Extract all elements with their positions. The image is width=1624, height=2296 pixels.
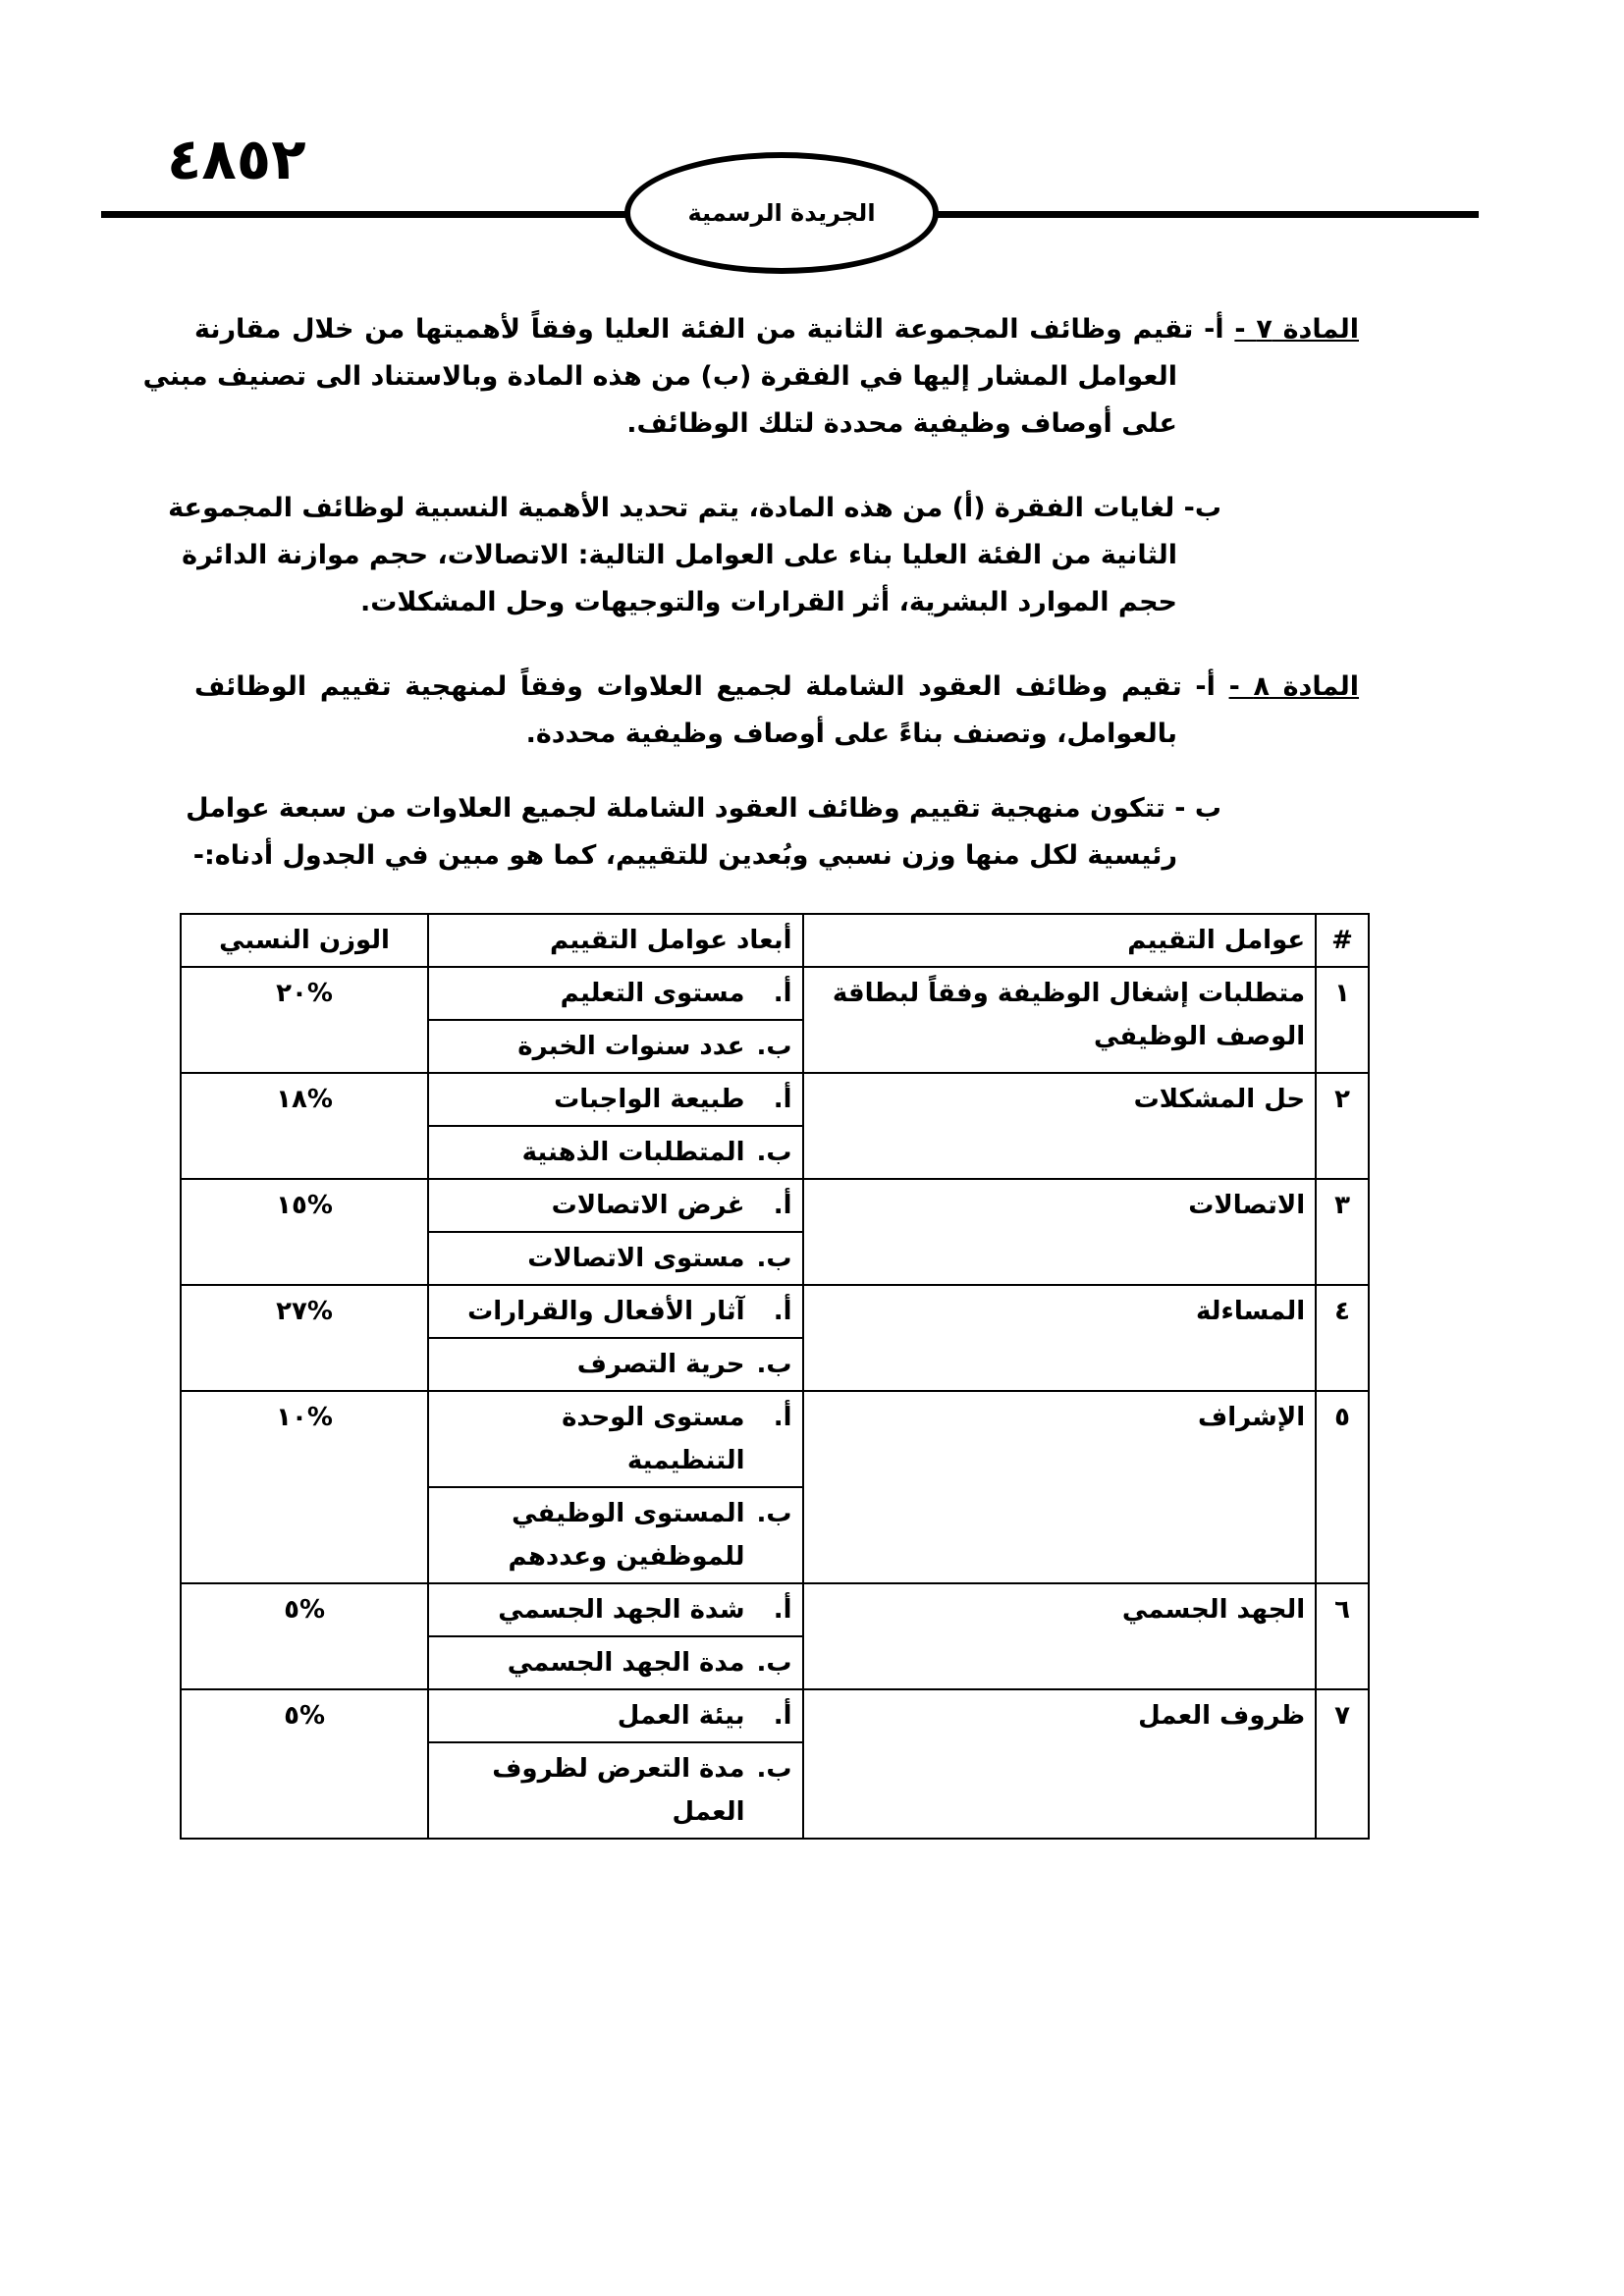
article-7-para-a [194, 306, 1359, 353]
article-8-para-a [194, 664, 1359, 711]
dim-letter: ب. [756, 1499, 792, 1528]
dim-text: مدة التعرض لظروف العمل [492, 1754, 745, 1827]
dim-letter: ب. [756, 1754, 792, 1784]
dim-text: بيئة العمل [617, 1701, 745, 1731]
row-factor: المساءلة [803, 1285, 1317, 1391]
dim-text: مستوى الاتصالات [527, 1244, 745, 1273]
dim-text: شدة الجهد الجسمي [498, 1595, 745, 1625]
weight-value: ١٨% [276, 1085, 333, 1114]
table-row [181, 1689, 1369, 1742]
dim-text: المتطلبات الذهنية [521, 1138, 745, 1167]
row-dim-b [428, 1126, 802, 1179]
row-dim-b [428, 1020, 802, 1073]
row-dim-a [428, 1179, 802, 1232]
dim-text: طبيعة الواجبات [554, 1085, 745, 1114]
row-dim-a [428, 1689, 802, 1742]
row-dim-a [428, 967, 802, 1020]
row-factor: حل المشكلات [803, 1073, 1317, 1179]
article-7-a-line-2: العوامل المشار إليها في الفقرة (ب) من هذه المادة وبالاستناد الى تصنيف مبني [142, 361, 1177, 392]
dim-text: مستوى التعليم [560, 979, 745, 1008]
dim-letter: أ. [773, 1701, 792, 1731]
dim-text: مدة الجهد الجسمي [507, 1648, 745, 1678]
dim-letter: أ. [773, 1191, 792, 1220]
row-dim-b [428, 1742, 802, 1839]
weight-value: ٥% [284, 1595, 325, 1625]
dim-letter: أ. [773, 979, 792, 1008]
gazette-title: الجريدة الرسمية [687, 199, 876, 227]
row-dim-b [428, 1232, 802, 1285]
article-7-para-b [168, 485, 1221, 532]
table-row [181, 1391, 1369, 1487]
table-row [181, 1073, 1369, 1126]
weight-value: ١٥% [276, 1191, 333, 1220]
row-num: ١ [1316, 967, 1369, 1073]
row-weight [181, 1391, 428, 1583]
article-7-a-line-1: أ- تقيم وظائف المجموعة الثانية من الفئة العليا وفقاً لأهميتها من خلال مقارنة [194, 314, 1224, 345]
row-dim-a [428, 1285, 802, 1338]
table-row [181, 1285, 1369, 1338]
dim-text: عدد سنوات الخبرة [517, 1032, 745, 1061]
row-num: ٤ [1316, 1285, 1369, 1391]
row-dim-a [428, 1583, 802, 1636]
article-8-para-a-cont [194, 711, 1177, 758]
row-weight [181, 1073, 428, 1179]
weight-value: ٢٧% [276, 1297, 333, 1326]
dim-text: حرية التصرف [576, 1350, 745, 1379]
article-7-a-line-3: على أوصاف وظيفية محددة لتلك الوظائف. [626, 408, 1177, 439]
row-num: ٢ [1316, 1073, 1369, 1179]
header-weight: الوزن النسبي [181, 914, 428, 967]
row-num: ٥ [1316, 1391, 1369, 1583]
page-number: ٤٨٥٢ [167, 126, 306, 192]
dim-letter: ب. [756, 1244, 792, 1273]
article-7-b-line-2: الثانية من الفئة العليا بناء على العوامل التالية: الاتصالات، حجم موازنة الدائرة [182, 540, 1177, 570]
article-8-a-line-1: أ- تقيم وظائف العقود الشاملة لجميع العلاوات وفقاً لمنهجية تقييم الوظائف [194, 671, 1216, 702]
gazette-title-oval [624, 152, 939, 274]
dim-letter: أ. [773, 1403, 792, 1432]
row-factor: الإشراف [803, 1391, 1317, 1583]
dim-letter: ب. [756, 1350, 792, 1379]
row-weight [181, 967, 428, 1073]
dim-text: غرض الاتصالات [551, 1191, 745, 1220]
article-7-para-a-cont [142, 353, 1177, 448]
row-num: ٣ [1316, 1179, 1369, 1285]
row-dim-b [428, 1338, 802, 1391]
dim-text: آثار الأفعال والقرارات [467, 1297, 745, 1326]
weight-value: ٢٠% [276, 979, 333, 1008]
article-8-a-line-2: بالعوامل، وتصنف بناءً على أوصاف وظيفية محددة. [525, 719, 1177, 749]
dim-text: المستوى الوظيفي للموظفين وعددهم [508, 1499, 745, 1572]
article-8-para-b-cont [194, 832, 1177, 880]
weight-value: ٥% [284, 1701, 325, 1731]
row-dim-b [428, 1487, 802, 1583]
row-weight [181, 1285, 428, 1391]
dim-text: مستوى الوحدة التنظيمية [562, 1403, 745, 1475]
table-row [181, 1583, 1369, 1636]
header-dimensions: أبعاد عوامل التقييم [428, 914, 802, 967]
row-factor: الجهد الجسمي [803, 1583, 1317, 1689]
header-factor: عوامل التقييم [803, 914, 1317, 967]
row-num: ٦ [1316, 1583, 1369, 1689]
row-factor: الاتصالات [803, 1179, 1317, 1285]
row-dim-b [428, 1636, 802, 1689]
header-num: # [1316, 914, 1369, 967]
article-8-label: المادة ٨ - [1228, 671, 1360, 702]
article-8-para-b [186, 785, 1221, 832]
row-num: ٧ [1316, 1689, 1369, 1839]
row-factor: ظروف العمل [803, 1689, 1317, 1839]
weight-value: ١٠% [276, 1403, 333, 1432]
dim-letter: أ. [773, 1085, 792, 1114]
article-8-b-line-1: ب - تتكون منهجية تقييم وظائف العقود الشاملة لجميع العلاوات من سبعة عوامل [186, 793, 1221, 824]
row-dim-a [428, 1391, 802, 1487]
dim-letter: أ. [773, 1297, 792, 1326]
article-7-para-b-cont [182, 532, 1177, 626]
row-weight [181, 1583, 428, 1689]
row-dim-a [428, 1073, 802, 1126]
dim-letter: ب. [756, 1032, 792, 1061]
row-factor: متطلبات إشغال الوظيفة وفقاً لبطاقة الوصف الوظيفي [803, 967, 1317, 1073]
article-8-b-line-2: رئيسية لكل منها وزن نسبي وبُعدين للتقييم، كما هو مبين في الجدول أدناه:- [192, 840, 1177, 871]
table-row [181, 967, 1369, 1020]
row-weight [181, 1179, 428, 1285]
dim-letter: ب. [756, 1648, 792, 1678]
evaluation-factors-table [180, 913, 1370, 1840]
row-weight [181, 1689, 428, 1839]
table-row [181, 1179, 1369, 1232]
article-7-label: المادة ٧ - [1234, 314, 1359, 345]
article-7-b-line-3: حجم الموارد البشرية، أثر القرارات والتوجيهات وحل المشكلات. [359, 587, 1177, 617]
table-header-row [181, 914, 1369, 967]
article-7-b-line-1: ب- لغايات الفقرة (أ) من هذه المادة، يتم تحديد الأهمية النسبية لوظائف المجموعة [168, 493, 1221, 523]
dim-letter: ب. [756, 1138, 792, 1167]
dim-letter: أ. [773, 1595, 792, 1625]
